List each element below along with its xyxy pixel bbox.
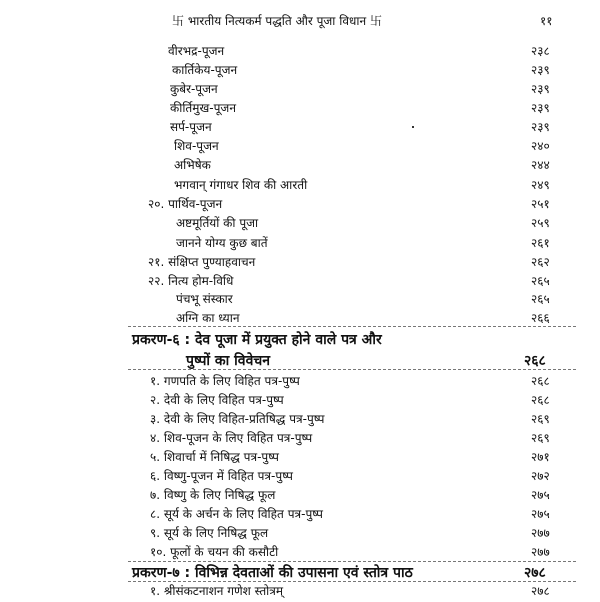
- toc-entry: [0, 137, 600, 157]
- running-title: 卐 भारतीय नित्यकर्म पद्धति और पूजा विधान 卐: [172, 14, 382, 28]
- entry-page: २६६: [531, 311, 550, 325]
- section-divider: [128, 369, 576, 370]
- entry-page: २३९: [531, 101, 550, 115]
- toc-entry: [0, 61, 600, 81]
- chapter-item: [0, 372, 600, 392]
- entry-page: २५१: [531, 197, 550, 211]
- item-page: २६८: [531, 374, 550, 388]
- toc-entry: [0, 176, 600, 196]
- toc-entry: [0, 42, 600, 62]
- toc-entry: [0, 253, 600, 273]
- chapter7-heading: प्रकरण-७ : विभिन्न देवताओं की उपासना एवं स्तोत्र पाठ: [132, 565, 413, 581]
- chapter7-page: २७८: [524, 565, 546, 581]
- entry-label: २१. संक्षिप्त पुण्याहवाचन: [148, 255, 256, 269]
- item-label: ४. शिव-पूजन के लिए विहित पत्र-पुष्प: [150, 431, 313, 445]
- chapter-heading: [0, 351, 600, 371]
- item-label: ९. सूर्य के लिए निषिद्ध फूल: [150, 526, 269, 540]
- chapter6-page: २६८: [524, 353, 546, 369]
- entry-label: २०. पार्थिव-पूजन: [148, 197, 223, 211]
- item-page: २७५: [531, 488, 550, 502]
- stray-dot: [412, 126, 414, 128]
- chapter-item: [0, 467, 600, 487]
- item-label: २. देवी के लिए विहित पत्र-पुष्प: [150, 393, 284, 407]
- entry-page: २३९: [531, 120, 550, 134]
- chapter-item: [0, 391, 600, 411]
- entry-page: २३९: [531, 63, 550, 77]
- chapter-item: [0, 543, 600, 563]
- item-label: ६. विष्णु-पूजन में विहित पत्र-पुष्प: [150, 469, 293, 483]
- toc-entry: [0, 80, 600, 100]
- chapter-item: [0, 410, 600, 430]
- entry-label: कुबेर-पूजन: [170, 82, 218, 96]
- entry-label: अग्नि का ध्यान: [176, 311, 240, 325]
- item-page: २६९: [531, 431, 550, 445]
- item-page: २७२: [531, 469, 550, 483]
- page-header: [0, 12, 600, 32]
- entry-label: शिव-पूजन: [174, 139, 219, 153]
- chapter-item: [0, 505, 600, 525]
- section-divider: [128, 326, 576, 327]
- toc-entry: [0, 99, 600, 119]
- chapter-heading: [0, 563, 600, 583]
- entry-label: अभिषेक: [174, 158, 211, 172]
- toc-entry: [0, 234, 600, 254]
- entry-label: सर्प-पूजन: [170, 120, 212, 134]
- item-label: १. श्रीसंकटनाशन गणेश स्तोत्रम्: [150, 584, 284, 598]
- chapter-heading: [0, 330, 600, 350]
- entry-label: कार्तिकेय-पूजन: [172, 63, 238, 77]
- item-page: २७५: [531, 507, 550, 521]
- entry-label: वीरभद्र-पूजन: [168, 44, 225, 58]
- toc-entry: [0, 118, 600, 138]
- entry-page: २३९: [531, 82, 550, 96]
- header-page-number: ११: [540, 14, 553, 28]
- entry-label: जानने योग्य कुछ बातें: [176, 236, 268, 250]
- chapter-item: [0, 582, 600, 602]
- toc-entry: [0, 214, 600, 234]
- entry-page: २६५: [531, 274, 550, 288]
- entry-page: २५९: [531, 216, 550, 230]
- item-page: २७१: [531, 450, 550, 464]
- entry-label: अष्टमूर्तियों की पूजा: [176, 216, 259, 230]
- chapter6-heading-line2: पुष्पों का विवेचन: [186, 353, 271, 369]
- item-page: २६८: [531, 393, 550, 407]
- toc-entry: [0, 290, 600, 310]
- toc-entry: [0, 156, 600, 176]
- entry-page: २६१: [531, 236, 550, 250]
- toc-entry: [0, 195, 600, 215]
- item-label: १. गणपति के लिए विहित पत्र-पुष्प: [150, 374, 300, 388]
- entry-page: २६५: [531, 292, 550, 306]
- entry-label: पंचभू संस्कार: [176, 292, 233, 306]
- item-label: ३. देवी के लिए विहित-प्रतिषिद्ध पत्र-पुष्प: [150, 412, 325, 426]
- item-page: २७८: [531, 584, 550, 598]
- entry-label: २२. नित्य होम-विधि: [148, 274, 234, 288]
- item-page: २६९: [531, 412, 550, 426]
- section-divider: [128, 561, 576, 562]
- item-page: २७७: [531, 545, 550, 559]
- entry-label: भगवान् गंगाधर शिव की आरती: [174, 178, 308, 192]
- entry-label: कीर्तिमुख-पूजन: [170, 101, 236, 115]
- chapter-item: [0, 486, 600, 506]
- entry-page: २३८: [531, 44, 550, 58]
- entry-page: २६२: [531, 255, 550, 269]
- chapter-item: [0, 429, 600, 449]
- chapter6-heading-line1: प्रकरण-६ : देव पूजा में प्रयुक्त होने वाले पत्र और: [132, 332, 382, 348]
- item-label: ५. शिवार्चा में निषिद्ध पत्र-पुष्प: [150, 450, 279, 464]
- chapter-item: [0, 448, 600, 468]
- entry-page: २४९: [531, 178, 550, 192]
- item-label: १०. फूलों के चयन की कसौटी: [150, 545, 279, 559]
- toc-entry: [0, 272, 600, 292]
- chapter-item: [0, 524, 600, 544]
- item-page: २७७: [531, 526, 550, 540]
- item-label: ८. सूर्य के अर्चन के लिए विहित पत्र-पुष्प: [150, 507, 323, 521]
- entry-page: २४४: [531, 158, 550, 172]
- entry-page: २४०: [531, 139, 550, 153]
- item-label: ७. विष्णु के लिए निषिद्ध फूल: [150, 488, 276, 502]
